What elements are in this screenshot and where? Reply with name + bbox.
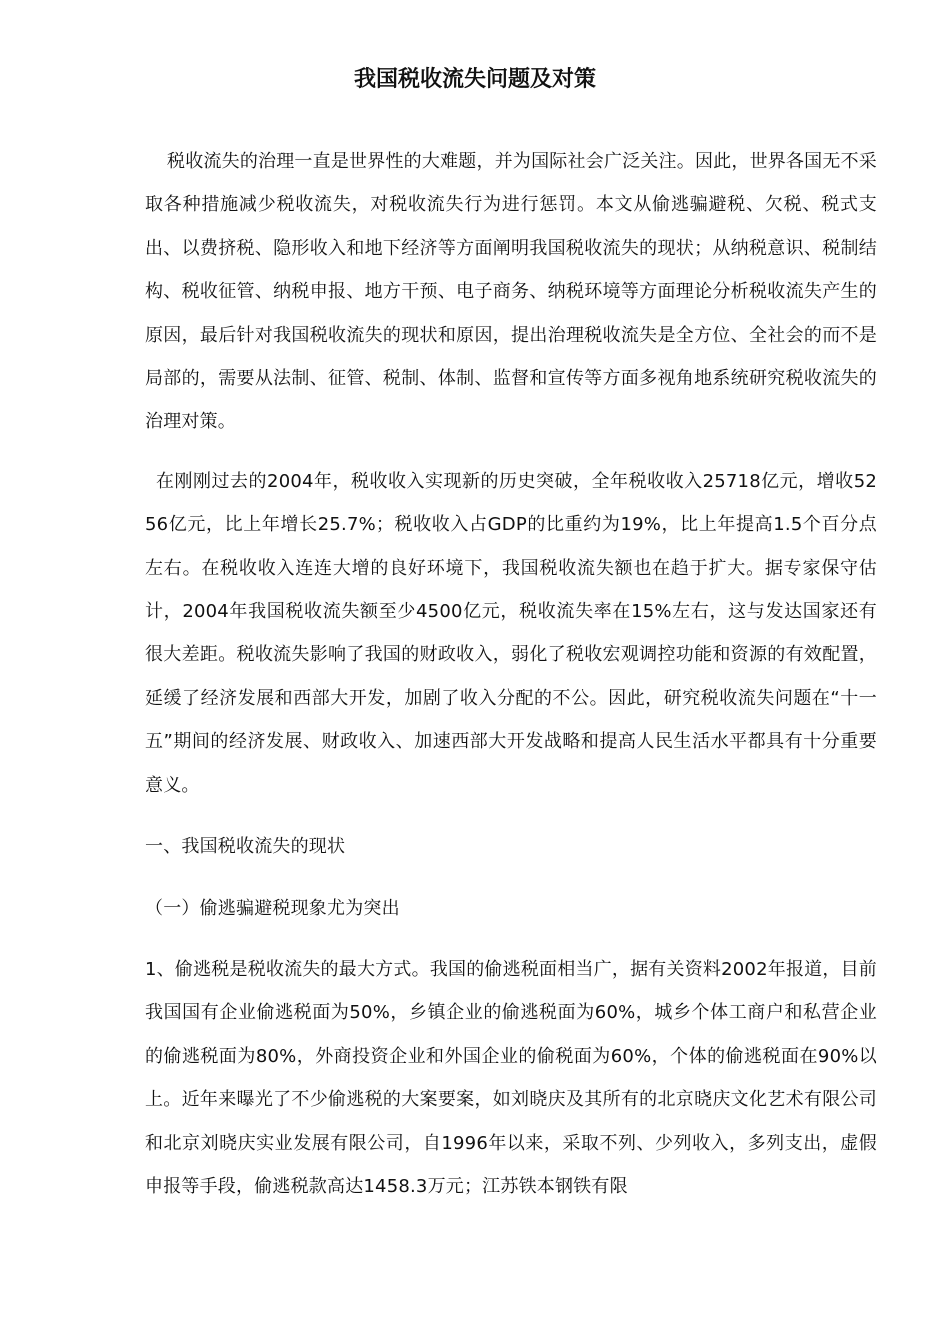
- abstract-paragraph: 税收流失的治理一直是世界性的大难题，并为国际社会广泛关注。因此，世界各国无不采取各种措施减少税收流失，对税收流失行为进行惩罚。本文从偷逃骗避税、欠税、税式支出、以费挤税、隐形收入和地下经济等方面阐明我国税收流失的现状；从纳税意识、税制结构、税收征管、纳税申报、地方干预、电子商务、纳税环境等方面理论分析税收流失产生的原因，最后针对我国税收流失的现状和原因，提出治理税收流失是全方位、全社会的而不是局部的，需要从法制、征管、税制、体制、监督和宣传等方面多视角地系统研究税收流失的治理对策。: [145, 151, 877, 433]
- document-body: [145, 140, 877, 1208]
- body-paragraph: 1、偷逃税是税收流失的最大方式。我国的偷逃税面相当广，据有关资料2002年报道，目前我国国有企业偷逃税面为50%，乡镇企业的偷逃税面为60%，城乡个体工商户和私营企业的偷逃税面为80%，外商投资企业和外国企业的偷税面为60%，个体的偷逃税面在90%以上。近年来曝光了不少偷逃税的大案要案，如刘晓庆及其所有的北京晓庆文化艺术有限公司和北京刘晓庆实业发展有限公司，自1996年以来，采取不列、少列收入，多列支出，虚假申报等手段，偷逃税款高达1458.3万元；江苏铁本钢铁有限: [145, 958, 877, 1197]
- subsection-heading: （一）偷逃骗避税现象尤为突出: [145, 897, 400, 919]
- intro-paragraph: 在刚刚过去的2004年，税收收入实现新的历史突破，全年税收收入25718亿元，增收5256亿元，比上年增长25.7%；税收收入占GDP的比重约为19%，比上年提高1.5个百分点左右。在税收收入连连大增的良好环境下，我国税收流失额也在趋于扩大。据专家保守估计，2004年我国税收流失额至少4500亿元，税收流失率在15%左右，这与发达国家还有很大差距。税收流失影响了我国的财政收入，弱化了税收宏观调控功能和资源的有效配置，延缓了经济发展和西部大开发，加剧了收入分配的不公。因此，研究税收流失问题在“十一五”期间的经济发展、财政收入、加速西部大开发战略和提高人民生活水平都具有十分重要意义。: [145, 470, 877, 796]
- document-title: 我国税收流失问题及对策: [353, 66, 596, 92]
- section-heading: 一、我国税收流失的现状: [145, 836, 346, 858]
